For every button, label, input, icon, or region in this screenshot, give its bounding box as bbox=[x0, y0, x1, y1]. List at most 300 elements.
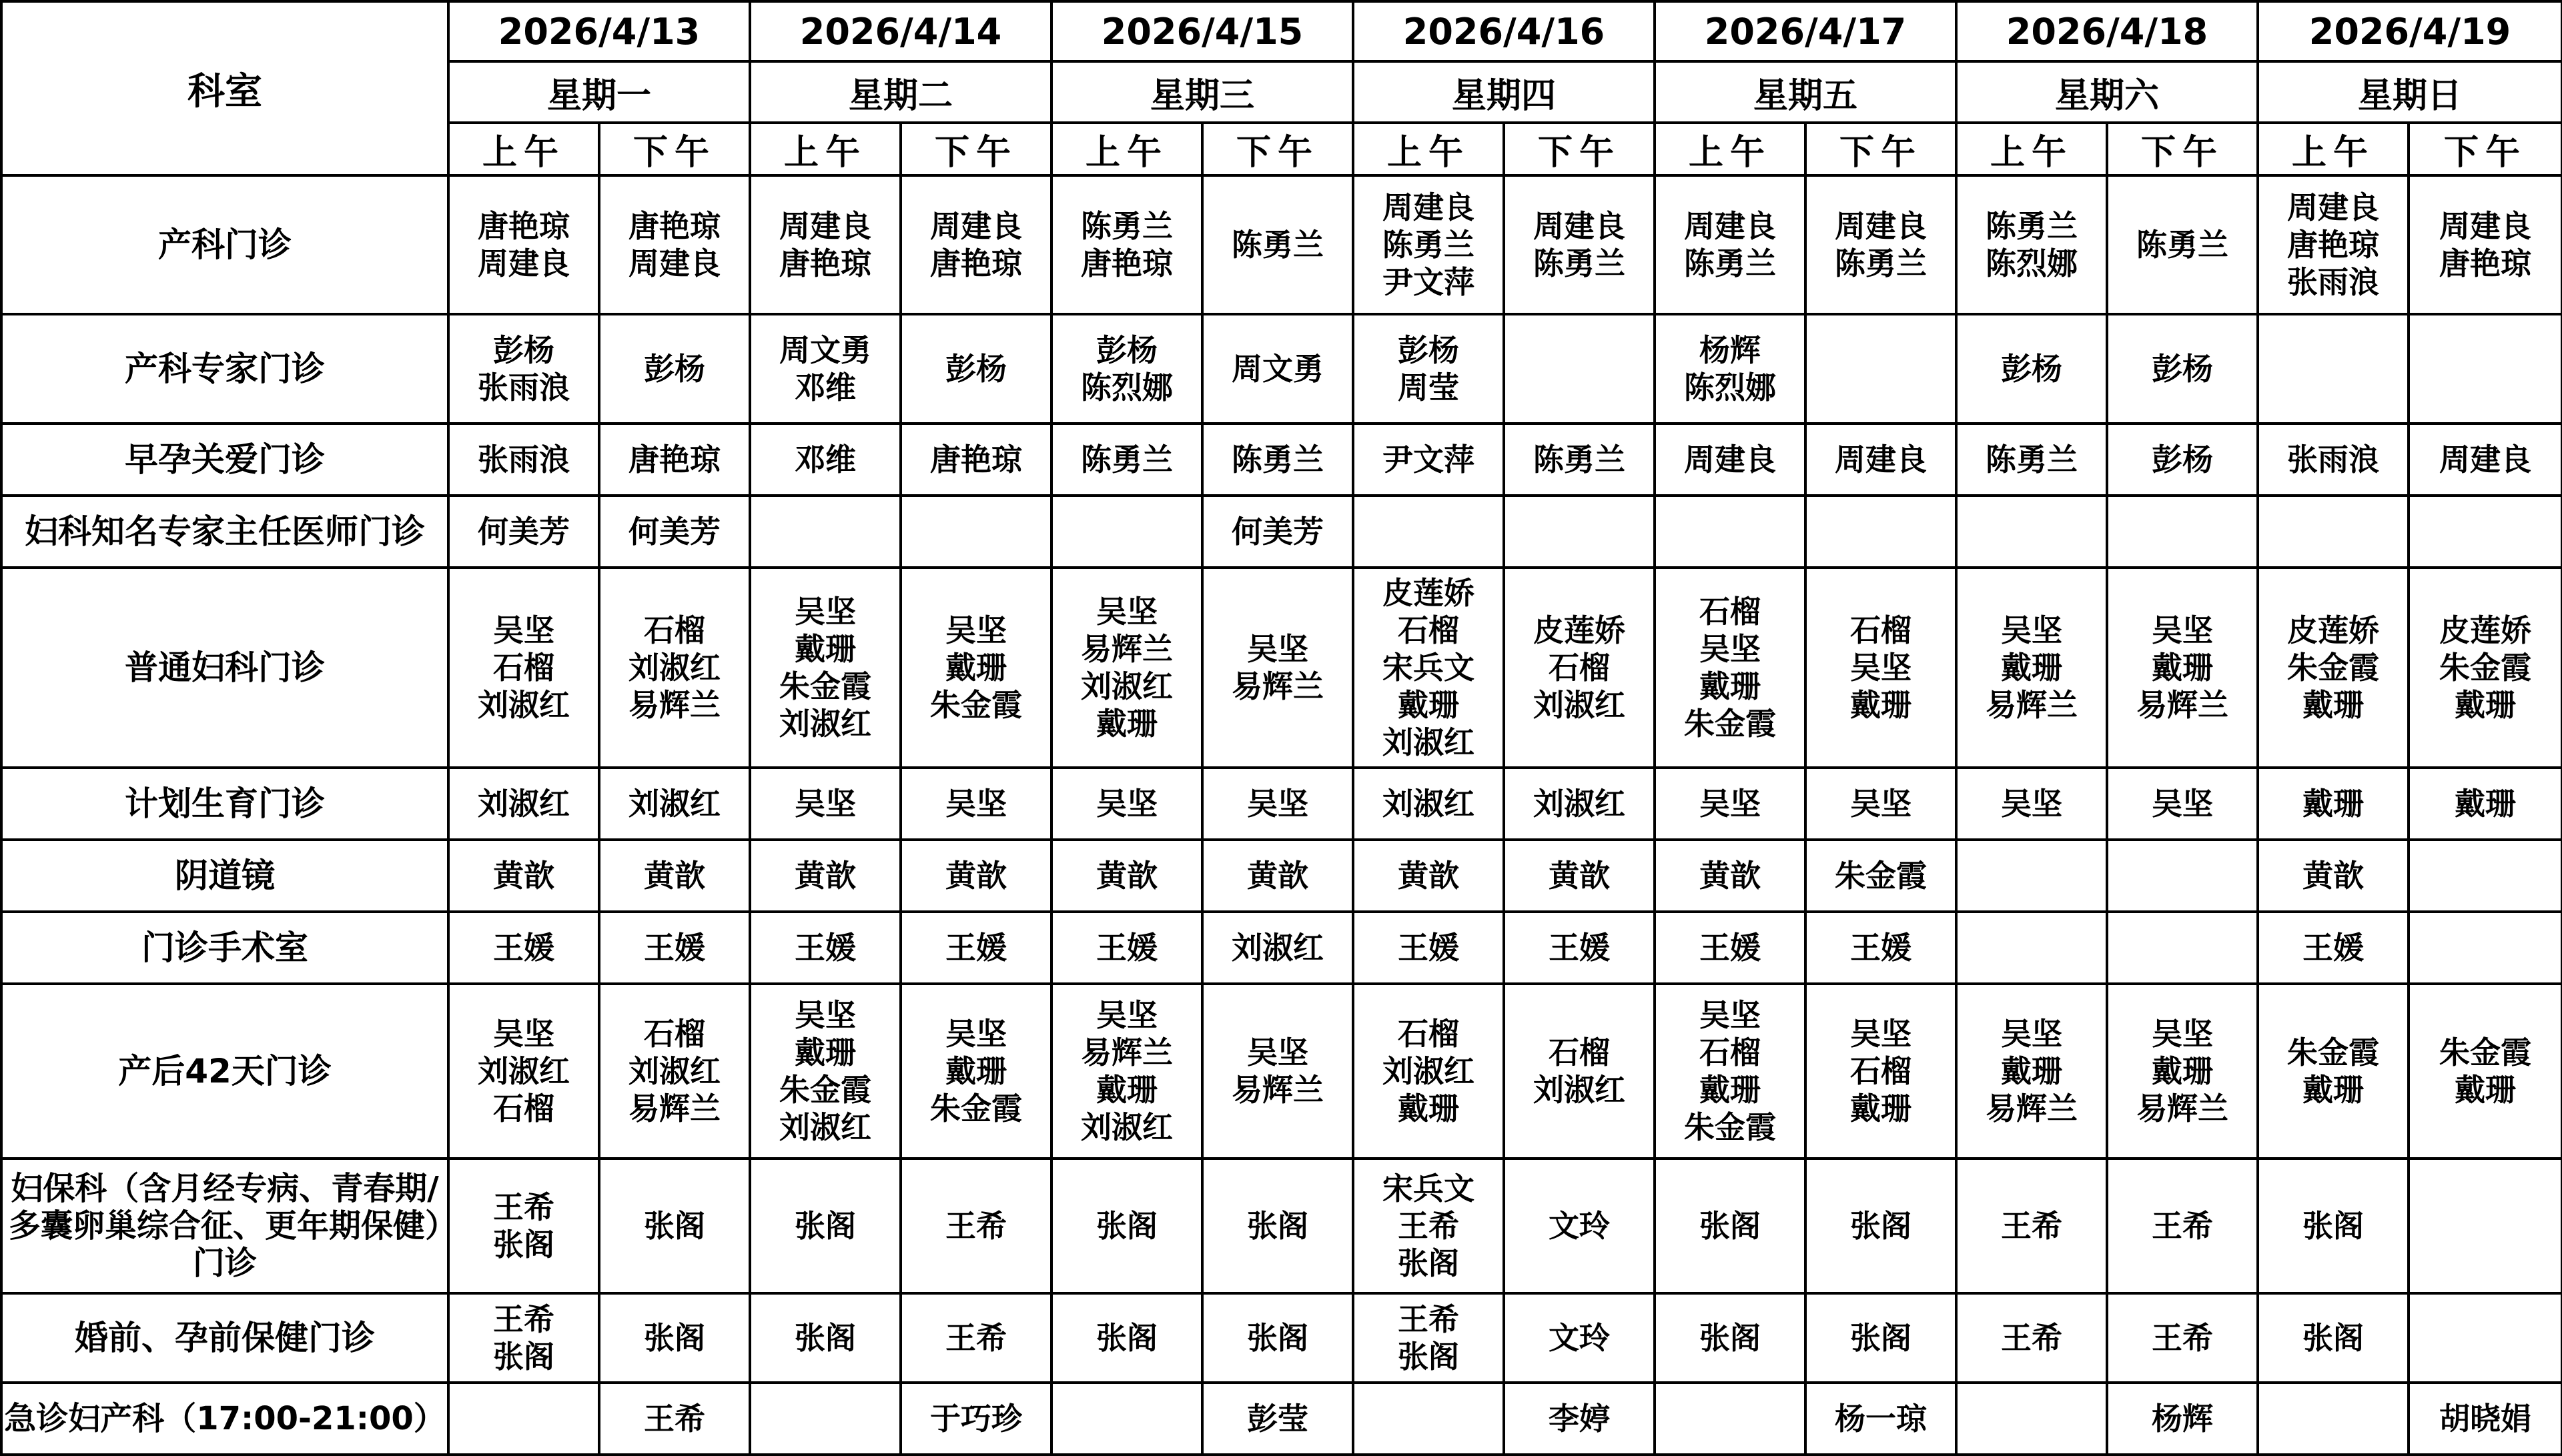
schedule-cell bbox=[1655, 1159, 1805, 1293]
schedule-cell bbox=[2258, 1383, 2409, 1455]
schedule-cell bbox=[1353, 496, 1504, 568]
doctor-name: 王媛 bbox=[1699, 930, 1761, 966]
doctor-name: 张阁 bbox=[1096, 1208, 1158, 1244]
doctor-name: 易辉兰 bbox=[1986, 687, 2078, 723]
doctor-name: 王媛 bbox=[2302, 930, 2364, 966]
doctor-name: 周建良 bbox=[628, 245, 721, 281]
schedule-cell bbox=[599, 496, 750, 568]
doctor-name: 黄歆 bbox=[795, 858, 856, 894]
doctor-name: 唐艳琼 bbox=[478, 208, 570, 244]
doctor-name: 张阁 bbox=[1699, 1320, 1761, 1356]
doctor-name: 戴珊 bbox=[1850, 1090, 1911, 1127]
schedule-cell bbox=[2409, 1293, 2562, 1383]
schedule-cell bbox=[750, 568, 901, 768]
schedule-cell bbox=[2107, 840, 2258, 912]
schedule-cell bbox=[750, 496, 901, 568]
morning-header: 上午 bbox=[750, 123, 901, 175]
doctor-name: 陈烈娜 bbox=[1986, 245, 2078, 281]
schedule-cell bbox=[1051, 840, 1202, 912]
doctor-name: 黄歆 bbox=[644, 858, 705, 894]
schedule-cell bbox=[1805, 1383, 1956, 1455]
doctor-name: 张阁 bbox=[2302, 1320, 2364, 1356]
schedule-cell bbox=[448, 568, 599, 768]
doctor-name: 王媛 bbox=[1549, 930, 1610, 966]
doctor-name: 张阁 bbox=[1247, 1208, 1308, 1244]
doctor-name: 戴珊 bbox=[2302, 786, 2364, 822]
doctor-name: 戴珊 bbox=[795, 1034, 856, 1070]
doctor-name: 吴坚 bbox=[1850, 650, 1911, 686]
schedule-cell bbox=[1353, 984, 1504, 1159]
schedule-cell bbox=[1956, 984, 2107, 1159]
schedule-cell bbox=[1051, 1293, 1202, 1383]
doctor-name: 王希 bbox=[644, 1401, 705, 1437]
table-row bbox=[1, 175, 2562, 314]
schedule-cell bbox=[1051, 175, 1202, 314]
schedule-cell bbox=[2258, 175, 2409, 314]
schedule-cell bbox=[2258, 984, 2409, 1159]
doctor-name: 王媛 bbox=[1096, 930, 1158, 966]
doctor-name: 刘淑红 bbox=[478, 786, 570, 822]
dept-name: 产科专家门诊 bbox=[1, 314, 448, 424]
doctor-name: 黄歆 bbox=[1096, 858, 1158, 894]
doctor-name: 王希 bbox=[2001, 1320, 2062, 1356]
doctor-name: 吴坚 bbox=[1699, 786, 1761, 822]
weekday-header: 星期五 bbox=[1655, 61, 1956, 123]
schedule-cell bbox=[2409, 314, 2562, 424]
schedule-cell bbox=[901, 1383, 1051, 1455]
schedule-cell bbox=[2409, 1383, 2562, 1455]
table-row bbox=[1, 1383, 2562, 1455]
schedule-cell bbox=[2409, 984, 2562, 1159]
table-row bbox=[1, 912, 2562, 984]
schedule-cell bbox=[448, 1293, 599, 1383]
doctor-name: 易辉兰 bbox=[2136, 687, 2228, 723]
doctor-name: 石榴 bbox=[644, 1016, 705, 1052]
doctor-name: 张阁 bbox=[2302, 1208, 2364, 1244]
date-header: 2026/4/15 bbox=[1051, 1, 1353, 61]
schedule-cell bbox=[1051, 314, 1202, 424]
doctor-name: 张阁 bbox=[795, 1320, 856, 1356]
dept-name: 计划生育门诊 bbox=[1, 768, 448, 840]
doctor-name: 宋兵文 bbox=[1382, 1171, 1474, 1207]
doctor-name: 张雨浪 bbox=[478, 442, 570, 478]
doctor-name: 杨辉 bbox=[1699, 332, 1761, 368]
doctor-name: 易辉兰 bbox=[1232, 1072, 1324, 1108]
schedule-cell bbox=[1353, 1159, 1504, 1293]
table-row bbox=[1, 840, 2562, 912]
schedule-cell bbox=[448, 984, 599, 1159]
table-row bbox=[1, 1293, 2562, 1383]
doctor-name: 吴坚 bbox=[1699, 631, 1761, 667]
schedule-cell bbox=[2409, 568, 2562, 768]
doctor-name: 皮莲娇 bbox=[1533, 612, 1625, 648]
doctor-name: 彭杨 bbox=[493, 332, 554, 368]
doctor-name: 周建良 bbox=[1684, 208, 1776, 244]
schedule-cell bbox=[1655, 912, 1805, 984]
schedule-cell bbox=[1504, 496, 1655, 568]
doctor-name: 戴珊 bbox=[2152, 650, 2213, 686]
doctor-name: 陈勇兰 bbox=[1986, 442, 2078, 478]
doctor-name: 王媛 bbox=[945, 930, 1007, 966]
doctor-name: 唐艳琼 bbox=[779, 245, 871, 281]
schedule-cell bbox=[1805, 314, 1956, 424]
doctor-name: 朱金霞 bbox=[2287, 650, 2379, 686]
doctor-name: 吴坚 bbox=[493, 612, 554, 648]
schedule-cell bbox=[901, 314, 1051, 424]
doctor-name: 石榴 bbox=[493, 650, 554, 686]
afternoon-header: 下午 bbox=[901, 123, 1051, 175]
doctor-name: 黄歆 bbox=[2302, 858, 2364, 894]
doctor-name: 戴珊 bbox=[2001, 1053, 2062, 1089]
schedule-cell bbox=[1956, 496, 2107, 568]
doctor-name: 王希 bbox=[2001, 1208, 2062, 1244]
date-header: 2026/4/13 bbox=[448, 1, 750, 61]
weekday-header: 星期二 bbox=[750, 61, 1051, 123]
schedule-cell bbox=[1956, 1383, 2107, 1455]
schedule-cell bbox=[599, 768, 750, 840]
schedule-cell bbox=[599, 314, 750, 424]
schedule-cell bbox=[1805, 568, 1956, 768]
doctor-name: 朱金霞 bbox=[2439, 1034, 2531, 1070]
doctor-name: 陈勇兰 bbox=[1684, 245, 1776, 281]
schedule-cell bbox=[1202, 1159, 1353, 1293]
schedule-cell bbox=[1655, 496, 1805, 568]
schedule-cell bbox=[1353, 424, 1504, 496]
doctor-name: 陈勇兰 bbox=[1232, 227, 1324, 263]
doctor-name: 刘淑红 bbox=[478, 687, 570, 723]
doctor-name: 周建良 bbox=[779, 208, 871, 244]
schedule-cell bbox=[1805, 1293, 1956, 1383]
schedule-cell bbox=[448, 496, 599, 568]
schedule-cell bbox=[750, 1383, 901, 1455]
schedule-cell bbox=[1504, 768, 1655, 840]
schedule-cell bbox=[1504, 314, 1655, 424]
schedule-cell bbox=[599, 1383, 750, 1455]
dept-name: 妇保科（含月经专病、青春期/多囊卵巢综合征、更年期保健）门诊 bbox=[1, 1159, 448, 1293]
table-row bbox=[1, 314, 2562, 424]
schedule-cell bbox=[901, 496, 1051, 568]
doctor-name: 周建良 bbox=[2287, 189, 2379, 225]
doctor-name: 王媛 bbox=[644, 930, 705, 966]
schedule-cell bbox=[1805, 984, 1956, 1159]
doctor-name: 吴坚 bbox=[945, 786, 1007, 822]
doctor-name: 皮莲娇 bbox=[1382, 575, 1474, 611]
doctor-name: 何美芳 bbox=[478, 514, 570, 550]
doctor-name: 陈勇兰 bbox=[1382, 227, 1474, 263]
schedule-cell bbox=[1655, 1293, 1805, 1383]
doctor-name: 吴坚 bbox=[945, 612, 1007, 648]
schedule-cell bbox=[1051, 568, 1202, 768]
schedule-cell bbox=[1956, 912, 2107, 984]
doctor-name: 王媛 bbox=[795, 930, 856, 966]
schedule-cell bbox=[2409, 424, 2562, 496]
date-header: 2026/4/14 bbox=[750, 1, 1051, 61]
doctor-name: 何美芳 bbox=[628, 514, 721, 550]
doctor-name: 黄歆 bbox=[945, 858, 1007, 894]
doctor-name: 周建良 bbox=[1835, 442, 1927, 478]
schedule-cell bbox=[1202, 314, 1353, 424]
schedule-cell bbox=[2258, 768, 2409, 840]
doctor-name: 黄歆 bbox=[493, 858, 554, 894]
schedule-cell bbox=[901, 568, 1051, 768]
schedule-cell bbox=[2258, 840, 2409, 912]
schedule-cell bbox=[1504, 912, 1655, 984]
doctor-name: 吴坚 bbox=[795, 997, 856, 1033]
doctor-name: 张阁 bbox=[795, 1208, 856, 1244]
doctor-name: 陈烈娜 bbox=[1081, 370, 1173, 406]
doctor-name: 皮莲娇 bbox=[2439, 612, 2531, 648]
schedule-cell bbox=[2409, 840, 2562, 912]
doctor-name: 朱金霞 bbox=[930, 687, 1022, 723]
doctor-name: 王希 bbox=[1398, 1208, 1459, 1244]
schedule-cell bbox=[1504, 424, 1655, 496]
doctor-name: 易辉兰 bbox=[1232, 668, 1324, 704]
doctor-name: 张阁 bbox=[1850, 1208, 1911, 1244]
schedule-cell bbox=[750, 175, 901, 314]
doctor-name: 易辉兰 bbox=[1081, 1034, 1173, 1070]
doctor-name: 刘淑红 bbox=[1533, 687, 1625, 723]
dept-name: 门诊手术室 bbox=[1, 912, 448, 984]
schedule-cell bbox=[448, 424, 599, 496]
doctor-name: 周建良 bbox=[478, 245, 570, 281]
date-header: 2026/4/19 bbox=[2258, 1, 2562, 61]
morning-header: 上午 bbox=[1051, 123, 1202, 175]
doctor-name: 陈勇兰 bbox=[1533, 245, 1625, 281]
weekday-header: 星期三 bbox=[1051, 61, 1353, 123]
doctor-name: 吴坚 bbox=[2152, 786, 2213, 822]
doctor-name: 张阁 bbox=[1398, 1245, 1459, 1281]
schedule-cell bbox=[1956, 768, 2107, 840]
doctor-name: 彭杨 bbox=[1398, 332, 1459, 368]
weekday-header: 星期四 bbox=[1353, 61, 1655, 123]
schedule-cell bbox=[2107, 1293, 2258, 1383]
doctor-name: 吴坚 bbox=[1850, 786, 1911, 822]
afternoon-header: 下午 bbox=[2107, 123, 2258, 175]
doctor-name: 石榴 bbox=[1699, 594, 1761, 630]
doctor-name: 周建良 bbox=[930, 208, 1022, 244]
schedule-cell bbox=[1805, 1159, 1956, 1293]
doctor-name: 刘淑红 bbox=[628, 650, 721, 686]
morning-header: 上午 bbox=[1353, 123, 1504, 175]
schedule-cell bbox=[2107, 1383, 2258, 1455]
schedule-cell bbox=[1956, 840, 2107, 912]
schedule-cell bbox=[1051, 424, 1202, 496]
doctor-name: 文玲 bbox=[1549, 1320, 1610, 1356]
doctor-name: 朱金霞 bbox=[1684, 706, 1776, 742]
doctor-name: 王媛 bbox=[1398, 930, 1459, 966]
schedule-cell bbox=[448, 912, 599, 984]
date-header: 2026/4/18 bbox=[1956, 1, 2258, 61]
weekday-header: 星期日 bbox=[2258, 61, 2562, 123]
schedule-cell bbox=[599, 568, 750, 768]
doctor-name: 唐艳琼 bbox=[930, 245, 1022, 281]
table-row bbox=[1, 568, 2562, 768]
doctor-name: 石榴 bbox=[1699, 1034, 1761, 1070]
schedule-cell bbox=[750, 1293, 901, 1383]
doctor-name: 易辉兰 bbox=[628, 1090, 721, 1127]
doctor-name: 石榴 bbox=[1850, 1053, 1911, 1089]
schedule-cell bbox=[750, 1159, 901, 1293]
schedule-cell bbox=[1353, 768, 1504, 840]
doctor-name: 周文勇 bbox=[1232, 351, 1324, 387]
schedule-cell bbox=[1805, 175, 1956, 314]
doctor-name: 张雨浪 bbox=[2287, 442, 2379, 478]
schedule-cell bbox=[2107, 496, 2258, 568]
doctor-name: 彭杨 bbox=[1096, 332, 1158, 368]
schedule-cell bbox=[2258, 1159, 2409, 1293]
doctor-name: 张阁 bbox=[493, 1227, 554, 1263]
doctor-name: 吴坚 bbox=[795, 594, 856, 630]
doctor-name: 文玲 bbox=[1549, 1208, 1610, 1244]
schedule-cell bbox=[599, 1293, 750, 1383]
doctor-name: 戴珊 bbox=[2302, 1072, 2364, 1108]
schedule-cell bbox=[1504, 1383, 1655, 1455]
afternoon-header: 下午 bbox=[1504, 123, 1655, 175]
doctor-name: 张阁 bbox=[1096, 1320, 1158, 1356]
doctor-name: 戴珊 bbox=[2455, 687, 2516, 723]
dept-name: 早孕关爱门诊 bbox=[1, 424, 448, 496]
table-row bbox=[1, 984, 2562, 1159]
doctor-name: 吴坚 bbox=[1247, 786, 1308, 822]
doctor-name: 周文勇 bbox=[779, 332, 871, 368]
doctor-name: 宋兵文 bbox=[1382, 650, 1474, 686]
doctor-name: 杨一琼 bbox=[1835, 1401, 1927, 1437]
schedule-cell bbox=[901, 768, 1051, 840]
schedule-cell bbox=[1202, 496, 1353, 568]
doctor-name: 戴珊 bbox=[2001, 650, 2062, 686]
schedule-cell bbox=[901, 984, 1051, 1159]
morning-header: 上午 bbox=[448, 123, 599, 175]
schedule-cell bbox=[2409, 912, 2562, 984]
doctor-name: 皮莲娇 bbox=[2287, 612, 2379, 648]
schedule-cell bbox=[1051, 1383, 1202, 1455]
doctor-name: 刘淑红 bbox=[779, 1109, 871, 1145]
schedule-cell bbox=[901, 1293, 1051, 1383]
morning-header: 上午 bbox=[2258, 123, 2409, 175]
schedule-cell bbox=[2258, 912, 2409, 984]
schedule-cell bbox=[750, 984, 901, 1159]
doctor-name: 朱金霞 bbox=[1835, 858, 1927, 894]
schedule-cell bbox=[2409, 768, 2562, 840]
doctor-name: 刘淑红 bbox=[1382, 724, 1474, 760]
doctor-name: 张雨浪 bbox=[2287, 264, 2379, 300]
doctor-name: 吴坚 bbox=[493, 1016, 554, 1052]
doctor-name: 吴坚 bbox=[1096, 997, 1158, 1033]
doctor-name: 黄歆 bbox=[1699, 858, 1761, 894]
doctor-name: 张阁 bbox=[644, 1208, 705, 1244]
doctor-name: 朱金霞 bbox=[930, 1090, 1022, 1127]
schedule-cell bbox=[1504, 1293, 1655, 1383]
schedule-cell bbox=[1504, 840, 1655, 912]
doctor-name: 吴坚 bbox=[2152, 1016, 2213, 1052]
schedule-cell bbox=[1353, 568, 1504, 768]
doctor-name: 张阁 bbox=[1699, 1208, 1761, 1244]
schedule-cell bbox=[1805, 912, 1956, 984]
doctor-name: 戴珊 bbox=[945, 1053, 1007, 1089]
schedule-cell bbox=[599, 840, 750, 912]
schedule-cell bbox=[448, 1383, 599, 1455]
doctor-name: 石榴 bbox=[1549, 650, 1610, 686]
doctor-name: 张阁 bbox=[1850, 1320, 1911, 1356]
dept-name: 婚前、孕前保健门诊 bbox=[1, 1293, 448, 1383]
doctor-name: 唐艳琼 bbox=[930, 442, 1022, 478]
doctor-name: 朱金霞 bbox=[779, 1072, 871, 1108]
doctor-name: 陈勇兰 bbox=[1986, 208, 2078, 244]
schedule-cell bbox=[599, 175, 750, 314]
doctor-name: 唐艳琼 bbox=[628, 208, 721, 244]
doctor-name: 易辉兰 bbox=[628, 687, 721, 723]
weekday-header: 星期一 bbox=[448, 61, 750, 123]
schedule-cell bbox=[901, 424, 1051, 496]
table-row bbox=[1, 1159, 2562, 1293]
schedule-cell bbox=[599, 912, 750, 984]
schedule-cell bbox=[2107, 175, 2258, 314]
doctor-name: 刘淑红 bbox=[1081, 668, 1173, 704]
schedule-cell bbox=[901, 1159, 1051, 1293]
schedule-cell bbox=[448, 768, 599, 840]
schedule-cell bbox=[1051, 1159, 1202, 1293]
schedule-cell bbox=[901, 912, 1051, 984]
doctor-name: 吴坚 bbox=[1247, 631, 1308, 667]
schedule-cell bbox=[901, 840, 1051, 912]
schedule-cell bbox=[1202, 840, 1353, 912]
doctor-name: 张阁 bbox=[1398, 1339, 1459, 1375]
doctor-name: 周建良 bbox=[1684, 442, 1776, 478]
doctor-name: 张雨浪 bbox=[478, 370, 570, 406]
doctor-name: 彭杨 bbox=[2152, 351, 2213, 387]
doctor-name: 周建良 bbox=[2439, 208, 2531, 244]
schedule-cell bbox=[1202, 912, 1353, 984]
schedule-cell bbox=[1956, 175, 2107, 314]
schedule-cell bbox=[1051, 496, 1202, 568]
dept-column-header: 科室 bbox=[1, 1, 448, 175]
schedule-cell bbox=[1353, 1293, 1504, 1383]
doctor-name: 吴坚 bbox=[2152, 612, 2213, 648]
doctor-name: 黄歆 bbox=[1549, 858, 1610, 894]
doctor-name: 陈勇兰 bbox=[2136, 227, 2228, 263]
schedule-cell bbox=[750, 840, 901, 912]
doctor-name: 刘淑红 bbox=[628, 1053, 721, 1089]
date-header: 2026/4/17 bbox=[1655, 1, 1956, 61]
doctor-name: 彭杨 bbox=[2152, 442, 2213, 478]
schedule-cell bbox=[599, 1159, 750, 1293]
doctor-name: 张阁 bbox=[493, 1339, 554, 1375]
doctor-name: 朱金霞 bbox=[779, 668, 871, 704]
dept-name: 急诊妇产科（17:00-21:00） bbox=[1, 1383, 448, 1455]
table-row bbox=[1, 424, 2562, 496]
schedule-cell bbox=[448, 840, 599, 912]
afternoon-header: 下午 bbox=[599, 123, 750, 175]
schedule-cell bbox=[1353, 840, 1504, 912]
doctor-name: 刘淑红 bbox=[1382, 1053, 1474, 1089]
schedule-cell bbox=[1956, 1293, 2107, 1383]
table-row bbox=[1, 768, 2562, 840]
doctor-name: 于巧珍 bbox=[930, 1401, 1022, 1437]
doctor-name: 黄歆 bbox=[1247, 858, 1308, 894]
schedule-cell bbox=[1655, 768, 1805, 840]
doctor-name: 陈勇兰 bbox=[1533, 442, 1625, 478]
doctor-name: 陈勇兰 bbox=[1232, 442, 1324, 478]
schedule-cell bbox=[1805, 424, 1956, 496]
doctor-name: 易辉兰 bbox=[1081, 631, 1173, 667]
doctor-name: 唐艳琼 bbox=[1081, 245, 1173, 281]
doctor-name: 吴坚 bbox=[2001, 1016, 2062, 1052]
doctor-name: 唐艳琼 bbox=[2287, 227, 2379, 263]
doctor-name: 吴坚 bbox=[1096, 594, 1158, 630]
doctor-name: 吴坚 bbox=[2001, 612, 2062, 648]
doctor-name: 陈勇兰 bbox=[1081, 208, 1173, 244]
schedule-cell bbox=[1051, 912, 1202, 984]
